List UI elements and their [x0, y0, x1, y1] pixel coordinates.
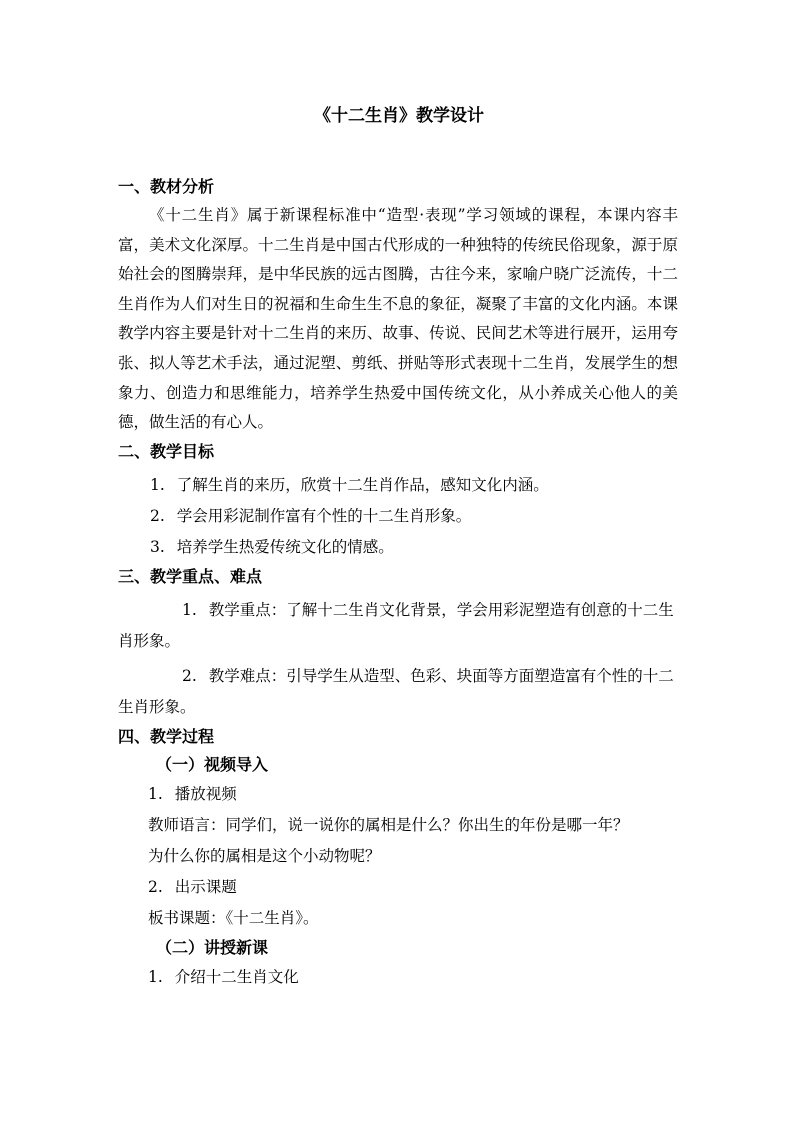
goal-text: 培养学生热爱传统文化的情感。 [176, 537, 394, 556]
key-point-number: 2. [182, 666, 197, 685]
key-point-text: 教学难点：引导学生从造型、色彩、块面等方面塑造富有个性的十二生肖形象。 [118, 666, 674, 716]
section-heading-teaching-process: 四、教学过程 [118, 726, 215, 746]
document-title: 《十二生肖》教学设计 [314, 106, 484, 126]
goal-number: 3. [150, 537, 165, 556]
section-heading-textbook-analysis: 一、教材分析 [118, 177, 215, 196]
goal-item [118, 470, 678, 501]
step-text: 介绍十二生肖文化 [174, 967, 299, 986]
section-heading-key-points: 三、教学重点、难点 [118, 566, 263, 586]
key-point-item [118, 595, 678, 657]
process-step [118, 872, 678, 903]
process-step [118, 962, 678, 993]
step-text: 出示课题 [174, 877, 237, 896]
process-step [118, 779, 678, 810]
step-text: 播放视频 [174, 784, 237, 803]
goal-number: 2. [150, 506, 165, 525]
goal-item [118, 532, 678, 563]
goal-text: 了解生肖的来历，欣赏十二生肖作品，感知文化内涵。 [176, 475, 549, 494]
board-title-line: 板书课题：《十二生肖》。 [148, 908, 319, 927]
step-number: 2. [148, 877, 163, 896]
sub-heading-video-intro: （一）视频导入 [156, 754, 269, 774]
key-point-text: 教学重点：了解十二生肖文化背景，学会用彩泥塑造有创意的十二生肖形象。 [118, 600, 674, 650]
key-point-item [118, 661, 678, 723]
step-number: 1. [148, 967, 163, 986]
textbook-analysis-paragraph: 《十二生肖》属于新课程标准中“造型·表现”学习领域的课程，本课内容丰富，美术文化深厚。十二生肖是中国古代形成的一种独特的传统民俗现象，源于原始社会的图腾崇拜，是中华民族的远古图腾，古往今来，家喻户晓广泛流传，十二生肖作为人们对生日的祝福和生命生生不息的象征，凝聚了丰富的文化内涵。本课教学内容主要是针对十二生肖的来历、故事、传说、民间艺术等进行展开，运用夸张、拟人等艺术手法，通过泥塑、剪纸、拼贴等形式表现十二生肖，发展学生的想象力、创造力和思维能力，培养学生热爱中国传统文化，从小养成关心他人的美德，做生活的有心人。 [118, 206, 678, 432]
goal-number: 1. [150, 475, 165, 494]
sub-heading-new-lesson: （二）讲授新课 [156, 937, 269, 957]
goal-text: 学会用彩泥制作富有个性的十二生肖形象。 [176, 506, 472, 525]
section-heading-teaching-goals: 二、教学目标 [118, 441, 215, 461]
teacher-speech-line: 教师语言：同学们，说一说你的属相是什么？你出生的年份是哪一年？ [148, 815, 629, 834]
key-point-number: 1. [182, 600, 197, 619]
goal-item [118, 501, 678, 532]
step-number: 1. [148, 784, 163, 803]
teacher-speech-line: 为什么你的属相是这个小动物呢？ [148, 846, 381, 865]
document-body [118, 100, 678, 993]
